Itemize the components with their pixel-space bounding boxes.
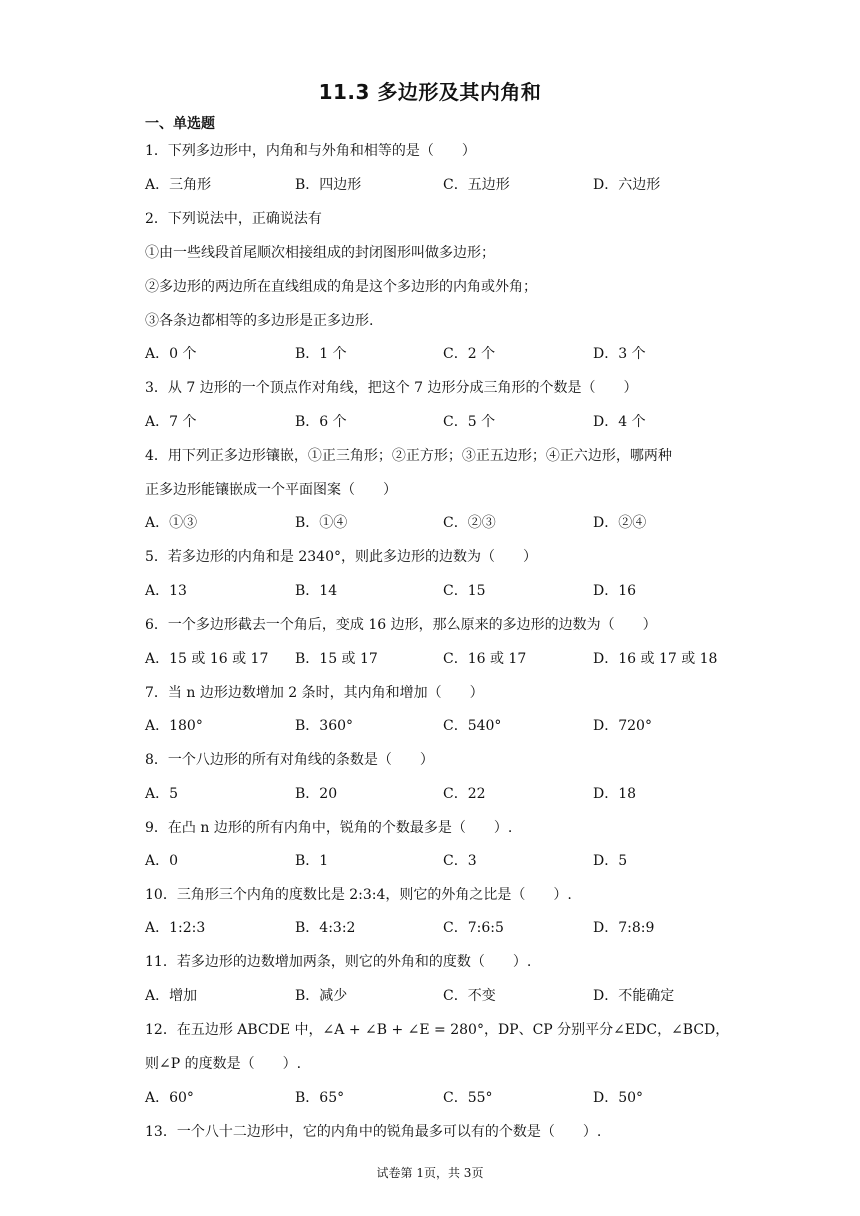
option-a: A．①③ (145, 515, 198, 531)
option-d: D．不能确定 (593, 988, 675, 1004)
question-5-options (145, 580, 745, 600)
option-a: A．60° (145, 1090, 194, 1106)
option-c: C．22 (443, 786, 486, 802)
question-4-text: 4．用下列正多边形镶嵌，①正三角形；②正方形；③正五边形；④正六边形，哪两种 (145, 448, 672, 464)
question-3-text: 3．从 7 边形的一个顶点作对角线，把这个 7 边形分成三角形的个数是（ ） (145, 380, 638, 396)
page-footer: 试卷第 1页，共 3页 (376, 1166, 484, 1180)
option-b: B．20 (295, 786, 338, 802)
question-9-options (145, 850, 745, 870)
option-d: D．六边形 (593, 177, 661, 193)
question-2-text: ③各条边都相等的多边形是正多边形. (145, 313, 374, 329)
option-b: B．减少 (295, 988, 348, 1004)
option-a: A．三角形 (145, 177, 212, 193)
option-b: B．①④ (295, 515, 348, 531)
option-b: B．四边形 (295, 177, 362, 193)
option-b: B．1 个 (295, 346, 347, 362)
option-a: A．1:2:3 (145, 920, 206, 936)
option-b: B．15 或 17 (295, 651, 378, 667)
section-heading: 一、单选题 (145, 116, 215, 132)
option-d: D．16 或 17 或 18 (593, 651, 718, 667)
question-7-text: 7．当 n 边形边数增加 2 条时，其内角和增加（ ） (145, 685, 484, 701)
option-d: D．5 (593, 853, 628, 869)
page-title: 11.3 多边形及其内角和 (318, 80, 542, 104)
question-12-options (145, 1087, 745, 1107)
option-d: D．4 个 (593, 414, 646, 430)
option-b: B．14 (295, 583, 338, 599)
question-13-text: 13．一个八十二边形中，它的内角中的锐角最多可以有的个数是（ ）. (145, 1124, 602, 1140)
option-b: B．4:3:2 (295, 920, 356, 936)
option-b: B．65° (295, 1090, 345, 1106)
option-c: C．2 个 (443, 346, 496, 362)
option-c: C．15 (443, 583, 486, 599)
question-12-text: 则∠P 的度数是（ ）. (145, 1056, 302, 1072)
question-2-text: 2．下列说法中，正确说法有 (145, 211, 322, 227)
option-b: B．360° (295, 718, 354, 734)
option-b: B．6 个 (295, 414, 347, 430)
option-a: A．7 个 (145, 414, 197, 430)
question-12-text: 12．在五边形 ABCDE 中，∠A + ∠B + ∠E = 280°，DP、CP 分别平分∠EDC，∠BCD， (145, 1022, 730, 1038)
option-a: A．15 或 16 或 17 (145, 651, 269, 667)
question-1-text: 1．下列多边形中，内角和与外角和相等的是（ ） (145, 143, 476, 159)
question-10-options (145, 917, 745, 937)
question-9-text: 9．在凸 n 边形的所有内角中，锐角的个数最多是（ ）. (145, 820, 513, 836)
question-1-options (145, 174, 745, 194)
option-c: C．②③ (443, 515, 496, 531)
question-2-options (145, 343, 745, 363)
option-c: C．3 (443, 853, 477, 869)
question-4-options (145, 512, 745, 532)
option-d: D．16 (593, 583, 637, 599)
option-c: C．5 个 (443, 414, 496, 430)
option-d: D．②④ (593, 515, 647, 531)
option-a: A．5 (145, 786, 179, 802)
option-a: A．增加 (145, 988, 198, 1004)
question-6-options (145, 648, 745, 668)
option-c: C．7:6:5 (443, 920, 504, 936)
option-c: C．55° (443, 1090, 493, 1106)
question-7-options (145, 715, 745, 735)
question-11-options (145, 985, 745, 1005)
option-d: D．3 个 (593, 346, 646, 362)
question-3-options (145, 411, 745, 431)
question-4-text: 正多边形能镶嵌成一个平面图案（ ） (145, 482, 397, 498)
option-c: C．五边形 (443, 177, 510, 193)
question-6-text: 6．一个多边形截去一个角后，变成 16 边形，那么原来的多边形的边数为（ ） (145, 617, 657, 633)
option-c: C．540° (443, 718, 502, 734)
option-d: D．18 (593, 786, 637, 802)
option-c: C．不变 (443, 988, 496, 1004)
option-a: A．180° (145, 718, 203, 734)
option-d: D．50° (593, 1090, 644, 1106)
option-a: A．0 个 (145, 346, 197, 362)
question-8-options (145, 783, 745, 803)
option-a: A．0 (145, 853, 179, 869)
question-11-text: 11．若多边形的边数增加两条，则它的外角和的度数（ ）. (145, 954, 532, 970)
option-b: B．1 (295, 853, 329, 869)
question-2-text: ①由一些线段首尾顺次相接组成的封闭图形叫做多边形； (145, 245, 495, 261)
option-d: D．7:8:9 (593, 920, 655, 936)
option-d: D．720° (593, 718, 652, 734)
question-10-text: 10．三角形三个内角的度数比是 2:3:4，则它的外角之比是（ ）. (145, 887, 572, 903)
option-a: A．13 (145, 583, 187, 599)
question-5-text: 5．若多边形的内角和是 2340°，则此多边形的边数为（ ） (145, 549, 537, 565)
option-c: C．16 或 17 (443, 651, 527, 667)
question-8-text: 8．一个八边形的所有对角线的条数是（ ） (145, 752, 434, 768)
question-2-text: ②多边形的两边所在直线组成的角是这个多边形的内角或外角； (145, 279, 537, 295)
